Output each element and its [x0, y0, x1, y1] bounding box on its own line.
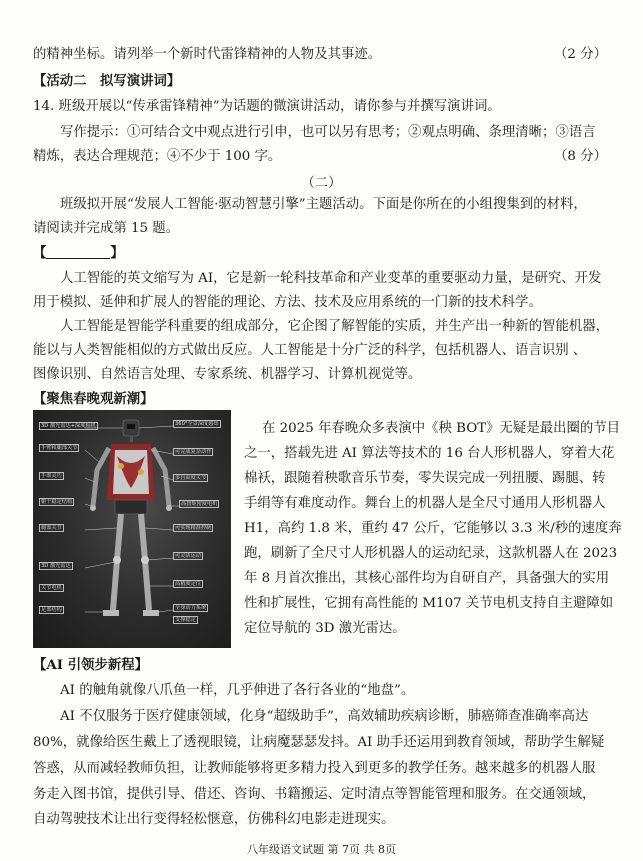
score-label: （2 分）	[554, 47, 607, 62]
robot-paragraph: 之一，搭载先进 AI 算法等技术的 16 台人形机器人，穿着大花	[244, 446, 615, 461]
ai-paragraph: AI 不仅服务于医疗健康领域，化身“超级助手”，高效辅助疾病诊断，肺癌筛查准确率高达	[60, 709, 589, 724]
photo-label: 手部灵巧	[41, 473, 62, 479]
subsection-heading: 【AI 引领步新程】	[33, 657, 149, 673]
ai-paragraph: 80%，就像给医生戴上了透视眼镜，让病魔瑟瑟发抖。AI 助手还运用到教育领域，帮助学生解疑	[33, 735, 605, 750]
photo-label: 高精度定位	[175, 581, 201, 587]
robot-paragraph: 手绢等有难度动作。舞台上的机器人是全尺寸通用人形机器人	[244, 496, 606, 511]
section-heading: （二）	[301, 176, 342, 191]
robot-paragraph: 在 2025 年春晚众多表演中《秧 BOT》无疑是最出圈的节目	[262, 421, 621, 436]
writing-hint: 写作提示：①可结合文中观点进行引申，也可以另有思考；②观点明确、条理清晰；③语言	[60, 125, 596, 140]
photo-label: 多自由度关节	[175, 475, 207, 481]
subsection-heading: 【聚焦春晚观新潮】	[33, 391, 154, 407]
intro-paragraph: 班级拟开展“发展人工智能·驱动智慧引擎”主题活动。下面是你所在的小组搜集到的材料，	[60, 197, 587, 212]
text-line: 的精神坐标。请列举一个新时代雷锋精神的人物及其事迹。	[33, 47, 382, 62]
paragraph: 图像识别、自然语言处理、专家系统、机器学习、计算机视觉等。	[33, 367, 422, 382]
writing-hint-cont: 精炼，表达合理规范；④不少于 100 字。	[33, 149, 282, 164]
paragraph: 能以与人类智能相似的方式做出反应。人工智能是十分广泛的科学，包括机器人、语言识别 、	[33, 343, 587, 358]
photo-label: 手臂和腿部关节	[41, 445, 78, 451]
blank-heading	[33, 244, 124, 262]
intro-paragraph-cont: 请阅读并完成第 15 题。	[33, 221, 180, 236]
photo-label: 腿部关节	[41, 525, 62, 531]
photo-label: 关节电机	[41, 585, 62, 591]
ai-paragraph: AI 的触角就像八爪鱼一样，几乎伸进了各行各业的“地盘”。	[60, 683, 415, 698]
photo-label: 可完成复杂动作	[175, 449, 212, 455]
bracket-open: 【	[33, 245, 47, 261]
photo-label: 全身动力系统	[175, 605, 207, 611]
robot-paragraph: 跑，刷新了全尺寸人形机器人的运动纪录，这款机器人在 2023	[244, 546, 618, 561]
paragraph: 人工智能是智能学科重要的组成部分，它企图了解智能的实质，并生产出一种新的智能机器，	[60, 319, 610, 334]
robot-paragraph: 棉袄，跟随着秧歌音乐节奏，零失误完成一列扭腰、踢腿、转	[244, 471, 606, 486]
photo-label: 足部结构	[41, 607, 62, 613]
photo-label: 3D 激光雷达+深度相机	[41, 423, 96, 429]
page-footer: 八年级语文试题 第 7页 共 8页	[247, 843, 396, 856]
ai-paragraph: 答惑，从而减轻教师负担，让教师能够将更多精力投入到更多的教学任务。越来越多的机器人服	[33, 761, 596, 776]
question-14: 14. 班级开展以“传承雷锋精神”为话题的微演讲活动，请你参与并撰写演讲词。	[33, 99, 501, 114]
paragraph: 人工智能的英文缩写为 AI，它是新一轮科技革命和产业变革的重要驱动力量，是研究、开发	[60, 271, 602, 286]
score-label: （8 分）	[554, 149, 607, 164]
ai-paragraph: 务走入图书馆，提供引导、借还、咨询、书籍搬运、定时清点等智能管理和服务。在交通领域，	[33, 787, 596, 802]
paragraph: 用于模拟、延伸和扩展人的智能的理论、方法、技术及应用系统的一门新的技术科学。	[33, 295, 542, 310]
ai-paragraph: 自动驾驶技术让出行变得轻松惬意，仿佛科幻电影走进现实。	[33, 812, 395, 827]
robot-paragraph: 年 8 月首次推出，其核心部件均为自研自产，具备强大的实用	[244, 571, 610, 586]
answer-blank[interactable]	[46, 245, 110, 259]
photo-label: 360°全景深度感知	[175, 421, 219, 427]
robot-paragraph: 定位导航的 3D 激光雷达。	[244, 621, 406, 636]
robot-paragraph: H1，高约 1.8 米，重约 47 公斤，它能够以 3.3 米/秒的速度奔	[244, 521, 622, 536]
activity-heading: 【活动二 拟写演讲词】	[33, 73, 181, 89]
bracket-close: 】	[110, 245, 124, 261]
photo-label: 支撑稳定	[175, 617, 196, 623]
robot-photo	[33, 410, 231, 648]
robot-paragraph: 性和扩展性，它拥有高性能的 M107 关节电机支持自主避障如	[244, 596, 614, 611]
photo-label: 可灵活运动	[175, 553, 201, 559]
photo-label: 高扭矩密度电机	[181, 501, 218, 507]
photo-label: 可实现精准控制	[175, 525, 212, 531]
photo-label: 3D 激光雷达	[41, 563, 71, 569]
photo-label: 躯干稳定结构	[41, 499, 73, 505]
